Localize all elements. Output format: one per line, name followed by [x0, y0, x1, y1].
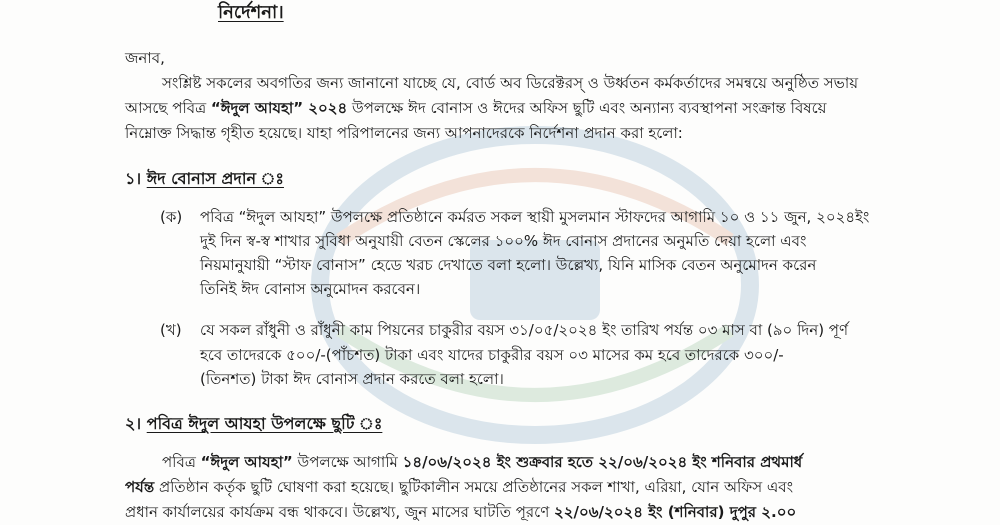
section-1-heading — [125, 169, 284, 189]
section-2-line-3-pre: প্রধান কার্যালয়ের কার্যক্রম বন্ধ থাকবে। উল্লেখ্য, জুন মাসের ঘাটতি পূরণে — [125, 503, 555, 521]
intro-line-2-pre: আসছে পবিত্র — [125, 99, 211, 117]
intro-festival-name: “ঈদুল আযহা” ২০২৪ — [210, 99, 348, 117]
item-kha-line-2: হবে তাদেরকে ৫০০/-(পাঁচশত) টাকা এবং যাদের চাকুরীর বয়স ০৩ মাসের কম হবে তাদেরকে ৩০০/- — [200, 346, 784, 364]
document-title-text: নির্দেশনা। — [218, 2, 284, 23]
makeup-work-date: ২২/০৬/২০২৪ ইং (শনিবার) দুপুর ২.০০ — [554, 503, 797, 521]
item-ka-line-1: পবিত্র “ঈদুল আযহা” উপলক্ষে প্রতিষ্ঠানে কর্মরত সকল স্থায়ী মুসলমান স্টাফদের আগামি ১০ ও ১১ জুন, ২০২৪ইং — [200, 208, 870, 226]
item-ka-marker: (ক) — [160, 208, 183, 226]
section-2-heading — [125, 414, 382, 434]
item-kha-line-1: যে সকল রাঁধুনী ও রাঁধুনী কাম পিয়নের চাকুরীর বয়স ৩১/০৫/২০২৪ ইং তারিখ পর্যন্ত ০৩ মাস বা (৯০ দিন) পূর্ণ — [200, 321, 849, 339]
section-2-line-3 — [125, 502, 796, 522]
section-2-line-1-pre: পবিত্র — [162, 453, 201, 471]
section-2-title: পবিত্র ঈদুল আযহা উপলক্ষে ছুটি ঃ — [146, 414, 383, 433]
document-title — [218, 3, 284, 23]
item-kha-line-3: (তিনশত) টাকা ঈদ বোনাস প্রদান করতে বলা হলো। — [200, 370, 504, 388]
section-2-line-2-bold: পর্যন্ত — [125, 478, 155, 496]
intro-line-2 — [125, 98, 826, 118]
intro-line-3: নিম্নোক্ত সিদ্ধান্ত গৃহীত হয়েছে। যাহা পরিপালনের জন্য আপনাদেরকে নির্দেশনা প্রদান করা হলো: — [125, 124, 683, 142]
salutation: জনাব, — [125, 49, 165, 67]
item-kha-marker: (খ) — [160, 321, 182, 339]
section-2-line-2-post: প্রতিষ্ঠান কর্তৃক ছুটি ঘোষণা করা হয়েছে। ছুটিকালীন সময়ে প্রতিষ্ঠানের সকল শাখা, এরিয়া, যোন অফিস এবং — [154, 478, 794, 496]
section-2-line-2 — [125, 477, 793, 497]
section-1-number: ১। — [125, 169, 142, 188]
section-2-number: ২। — [125, 414, 142, 433]
item-ka-line-2: দুই দিন স্ব-স্ব শাখার সুবিধা অনুযায়ী বেতন স্কেলের ১০০% ঈদ বোনাস প্রদানের অনুমতি দেয়া হলো এবং — [200, 232, 807, 250]
intro-line-2-post: উপলক্ষে ঈদ বোনাস ও ঈদের অফিস ছুটি এবং অন্যান্য ব্যবস্থাপনা সংক্রান্ত বিষয়ে — [347, 99, 827, 117]
item-ka-line-4: তিনিই ঈদ বোনাস অনুমোদন করবেন। — [200, 280, 421, 298]
section-2-festival-name: “ঈদুল আযহা” — [200, 453, 293, 471]
section-2-line-1 — [162, 452, 802, 472]
holiday-date-range: ১৪/০৬/২০২৪ ইং শুক্রবার হতে ২২/০৬/২০২৪ ইং শনিবার প্রথমার্ধ — [402, 453, 803, 471]
intro-line-1: সংশ্লিষ্ট সকলের অবগতির জন্য জানানো যাচ্ছে যে, বোর্ড অব ডিরেক্টরস্ ও উর্ধ্বতন কর্মকর্তাদের সমন্বয়ে অনুষ্ঠিত সভায় — [162, 74, 859, 92]
section-2-line-1-mid: উপলক্ষে আগামি — [292, 453, 403, 471]
section-1-title: ঈদ বোনাস প্রদান ঃ — [146, 169, 284, 188]
item-ka-line-3: নিয়মানুযায়ী “স্টাফ বোনাস” হেডে খরচ দেখাতে বলা হলো। উল্লেখ্য, যিনি মাসিক বেতন অনুমোদন করেন — [200, 256, 817, 274]
